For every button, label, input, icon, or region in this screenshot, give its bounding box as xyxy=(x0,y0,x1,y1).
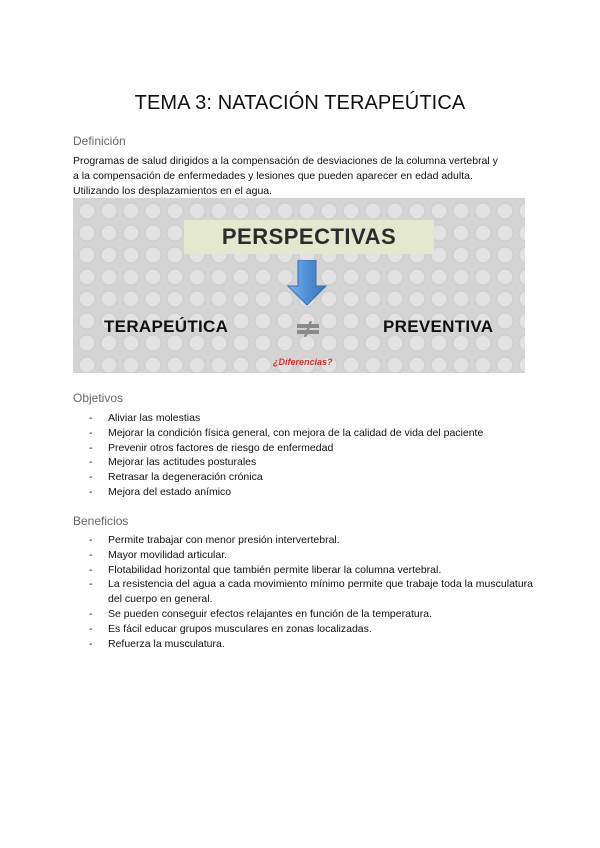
list-item-text: Permite trabajar con menor presión intervertebral. xyxy=(108,534,340,546)
benefits-heading: Beneficios xyxy=(73,514,129,528)
list-item xyxy=(73,563,533,578)
list-item xyxy=(73,637,533,652)
list-item-text: Prevenir otros factores de riesgo de enfermedad xyxy=(108,441,334,454)
list-item xyxy=(73,411,533,426)
dash-marker: - xyxy=(89,456,93,469)
list-item-text: Mejora del estado anímico xyxy=(108,485,232,498)
list-item xyxy=(73,622,533,637)
list-item-text: Refuerza la musculatura. xyxy=(108,637,225,650)
list-item xyxy=(73,577,533,607)
perspectives-box-label: PERSPECTIVAS xyxy=(221,224,397,249)
preventive-label: PREVENTIVA xyxy=(383,317,494,336)
list-item xyxy=(73,470,533,485)
list-item-text: Es fácil educar grupos musculares en zonas localizadas. xyxy=(108,622,372,635)
list-item xyxy=(73,441,533,456)
list-item-text: Retrasar la degeneración crónica xyxy=(108,471,263,484)
dash-marker: - xyxy=(89,471,93,484)
dash-marker: - xyxy=(89,622,93,635)
dash-marker: - xyxy=(89,426,93,439)
dash-marker: - xyxy=(89,485,93,498)
perspectives-image xyxy=(73,198,525,373)
therapeutic-label: TERAPEÚTICA xyxy=(104,317,229,336)
perspectives-box xyxy=(184,220,434,254)
dash-marker: - xyxy=(89,637,93,650)
list-item-text: Mayor movilidad articular. xyxy=(108,548,228,561)
list-item-text: Se pueden conseguir efectos relajantes en función de la temperatura. xyxy=(108,607,432,620)
dash-marker: - xyxy=(89,534,93,546)
list-item-text: Aliviar las molestias xyxy=(108,412,201,424)
list-item-text: Flotabilidad horizontal que también permite liberar la columna vertebral. xyxy=(108,563,442,576)
definition-line: a la compensación de enfermedades y lesiones que pueden aparecer en edad adulta. xyxy=(73,170,473,182)
differences-question: ¿Diferencias? xyxy=(273,357,333,367)
list-item xyxy=(73,455,533,470)
list-item-text: Mejorar las actitudes posturales xyxy=(108,456,257,469)
list-item xyxy=(73,485,533,500)
dash-marker: - xyxy=(89,412,93,424)
dash-marker: - xyxy=(89,548,93,561)
definition-line: Utilizando los desplazamientos en el agua. xyxy=(73,185,273,197)
dash-marker: - xyxy=(89,441,93,454)
definition-text xyxy=(73,154,533,199)
down-arrow-icon xyxy=(287,260,327,306)
objectives-list xyxy=(73,411,533,500)
list-item-text: La resistencia del agua a cada movimiento mínimo permite que trabaje toda la musculatura del cuerpo en general. xyxy=(108,578,533,606)
not-equal-icon xyxy=(295,321,321,337)
list-item-text: Mejorar la condición física general, con mejora de la calidad de vida del paciente xyxy=(108,426,484,439)
dash-marker: - xyxy=(89,578,93,591)
objectives-heading: Objetivos xyxy=(73,391,124,405)
list-item xyxy=(73,548,533,563)
list-item xyxy=(73,426,533,441)
benefits-list xyxy=(73,533,533,651)
definition-line: Programas de salud dirigidos a la compensación de desviaciones de la columna vertebral y xyxy=(73,155,498,167)
dash-marker: - xyxy=(89,607,93,620)
list-item xyxy=(73,607,533,622)
list-item xyxy=(73,533,533,548)
dash-marker: - xyxy=(89,563,93,576)
definition-heading: Definición xyxy=(73,134,126,148)
page-title: TEMA 3: NATACIÓN TERAPEÚTICA xyxy=(134,92,466,114)
